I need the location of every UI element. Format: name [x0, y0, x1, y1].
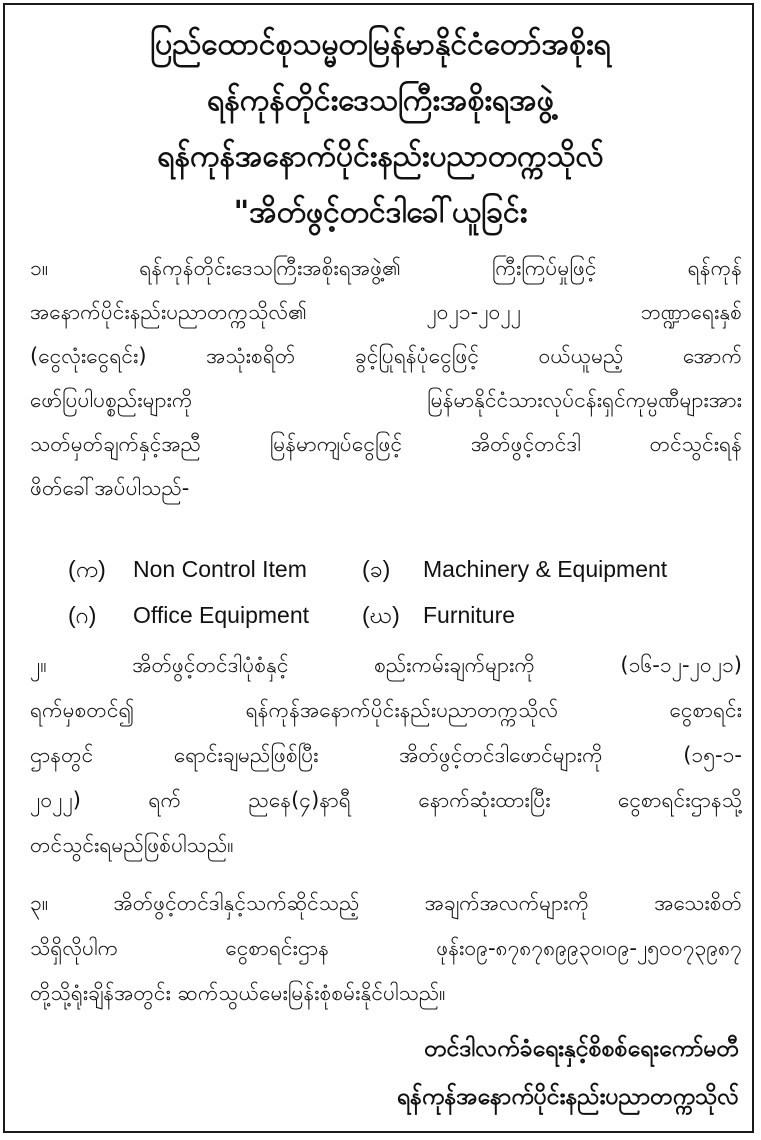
header-line-government: ပြည်ထောင်စုသမ္မတမြန်မာနိုင်ငံတော်အစိုးရ	[150, 27, 611, 62]
item-label: Machinery & Equipment	[423, 556, 668, 582]
paragraph-2-line: ရက်မှစတင်၍ ရန်ကုန်အနောက်ပိုင်းနည်းပညာတက္ကသိုလ် ငွေစာရင်း	[30, 698, 742, 722]
paragraph-2-line: ၂၀၂၂) ရက် ညနေ(၄)နာရီ နောက်ဆုံးထားပြီး ငွေစာရင်းဌာနသို့	[30, 788, 742, 812]
header-line-university: ရန်ကုန်အနောက်ပိုင်းနည်းပညာတက္ကသိုလ်	[157, 139, 604, 174]
item-marker: (ခ)	[362, 556, 391, 582]
paragraph-1-line: ဖော်ပြပါပစ္စည်းများကို မြန်မာနိုင်ငံသားလုပ်ငန်းရှင်ကုမ္ပဏီများအား	[30, 388, 742, 412]
paragraph-3-line: ၃။ အိတ်ဖွင့်တင်ဒါနှင့်သက်ဆိုင်သည့် အချက်အလက်များကို အသေးစိတ်	[30, 891, 742, 915]
item-label: Non Control Item	[133, 556, 307, 582]
header-line-region: ရန်ကုန်တိုင်းဒေသကြီးအစိုးရအဖွဲ့	[207, 83, 554, 118]
item-marker: (က)	[68, 556, 106, 582]
signature-committee: တင်ဒါလက်ခံရေးနှင့်စိစစ်ရေးကော်မတီ	[424, 1036, 739, 1062]
paragraph-2-line: ၂။ အိတ်ဖွင့်တင်ဒါပုံစံနှင့် စည်းကမ်းချက်များကို (၁၆-၁၂-၂၀၂၁)	[30, 653, 742, 677]
item-marker: (ဃ)	[362, 602, 400, 628]
header-line-tender-title: "အိတ်ဖွင့်တင်ဒါခေါ်ယူခြင်း	[233, 195, 528, 230]
paragraph-1-line: သတ်မှတ်ချက်နှင့်အညီ မြန်မာကျပ်ငွေဖြင့် အိတ်ဖွင့်တင်ဒါ တင်သွင်းရန်	[30, 432, 742, 456]
paragraph-1-line: ဖိတ်ခေါ်အပ်ပါသည်-	[30, 476, 190, 500]
paragraph-1-line: (ငွေလုံးငွေရင်း) အသုံးစရိတ် ခွင့်ပြုရန်ပုံငွေဖြင့် ဝယ်ယူမည့် အောက်	[30, 344, 742, 368]
paragraph-1-line: ၁။ ရန်ကုန်တိုင်းဒေသကြီးအစိုးရအဖွဲ့၏ ကြီးကြပ်မှုဖြင့် ရန်ကုန်	[30, 256, 742, 280]
paragraph-2-line: တင်သွင်းရမည်ဖြစ်ပါသည်။	[30, 833, 234, 857]
paragraph-2-line: ဌာနတွင် ရောင်းချမည်ဖြစ်ပြီး အိတ်ဖွင့်တင်ဒါဖောင်များကို (၁၅-၁-	[30, 743, 742, 767]
paragraph-1-line: အနောက်ပိုင်းနည်းပညာတက္ကသိုလ်၏ ၂၀၂၁-၂၀၂၂ ဘဏ္ဍာရေးနှစ်	[30, 300, 742, 324]
signature-university: ရန်ကုန်အနောက်ပိုင်းနည်းပညာတက္ကသိုလ်	[396, 1084, 739, 1110]
item-label: Office Equipment	[133, 602, 310, 628]
item-label: Furniture	[423, 602, 516, 628]
paragraph-3-line: သိရှိလိုပါက ငွေစာရင်းဌာန ဖုန်း၀၉-၈၇၈၇၈၉၉၃၀၊၀၉-၂၅၀၀၇၃၉၈၇	[30, 936, 742, 960]
paragraph-3-line: တို့သို့ရုံးချိန်အတွင်း ဆက်သွယ်မေးမြန်းစုံစမ်းနိုင်ပါသည်။	[30, 981, 446, 1005]
item-marker: (ဂ)	[68, 602, 97, 628]
